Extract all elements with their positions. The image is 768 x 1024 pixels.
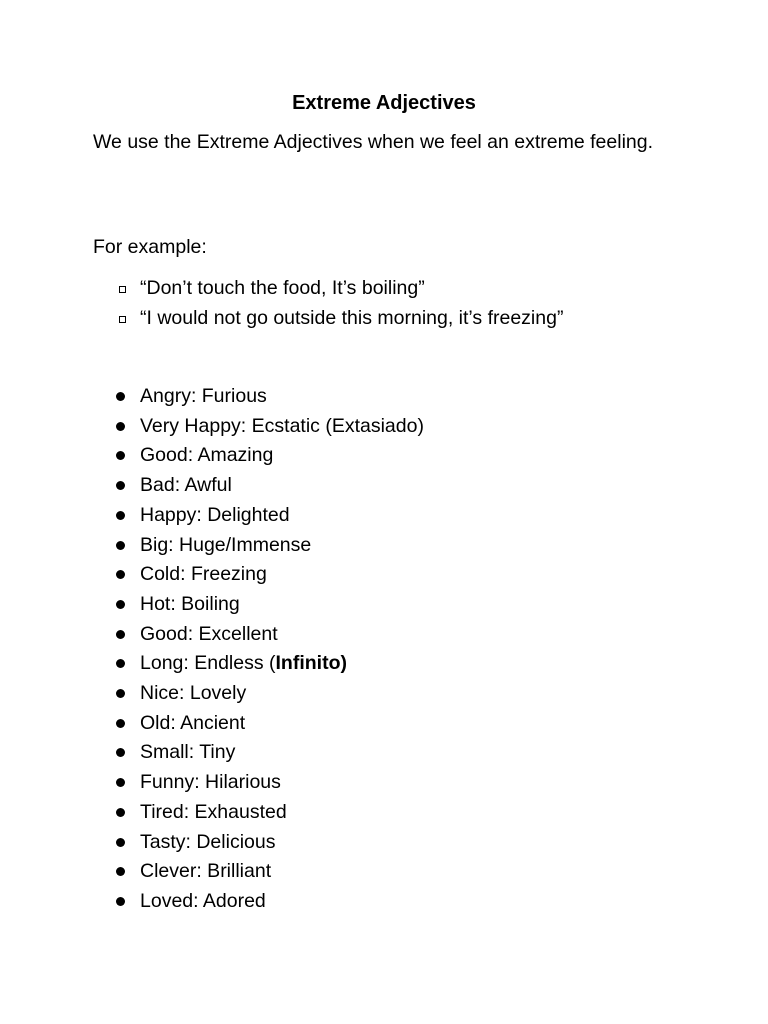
adjective-text: Happy: Delighted	[140, 503, 290, 526]
example-item	[119, 304, 563, 334]
adjective-text: Long: Endless (	[140, 652, 276, 675]
adjective-text: Big: Huge/Immense	[140, 533, 312, 556]
adjective-text: Old: Ancient	[140, 711, 246, 734]
bullet-icon	[116, 748, 125, 757]
bullet-icon	[116, 570, 125, 579]
bullet-icon	[116, 600, 125, 609]
adjective-text: Very Happy: Ecstatic (Extasiado)	[140, 414, 424, 437]
list-item	[116, 590, 424, 620]
list-item	[116, 471, 424, 501]
adjective-text: Clever: Brilliant	[140, 860, 272, 883]
bullet-icon	[116, 451, 125, 460]
list-item	[116, 649, 424, 679]
square-bullet-icon	[119, 286, 126, 293]
page-title: Extreme Adjectives	[292, 92, 476, 114]
bullet-icon	[116, 897, 125, 906]
adjective-text: Funny: Hilarious	[140, 771, 281, 794]
adjective-text: Angry: Furious	[140, 385, 267, 407]
bullet-icon	[116, 867, 125, 876]
bullet-icon	[116, 541, 125, 550]
bullet-icon	[116, 481, 125, 490]
example-list	[119, 274, 563, 333]
list-item	[116, 501, 424, 531]
adjective-text: Hot: Boiling	[140, 592, 240, 615]
adjective-text: Cold: Freezing	[140, 563, 267, 586]
bullet-icon	[116, 689, 125, 698]
list-item	[116, 620, 424, 650]
bullet-icon	[116, 719, 125, 728]
bullet-icon	[116, 659, 125, 668]
bullet-icon	[116, 511, 125, 520]
adjective-text: Small: Tiny	[140, 741, 236, 764]
adjective-text: Good: Amazing	[140, 444, 274, 467]
list-item	[116, 679, 424, 709]
list-item	[116, 709, 424, 739]
intro-paragraph: We use the Extreme Adjectives when we feel an extreme feeling.	[93, 131, 654, 153]
bullet-icon	[116, 392, 125, 401]
adjective-text: Nice: Lovely	[140, 682, 247, 705]
example-text: “Don’t touch the food, It’s boiling”	[140, 277, 425, 299]
list-item	[116, 560, 424, 590]
adjective-text: Tasty: Delicious	[140, 830, 276, 853]
adjective-bold-translation: Infinito)	[275, 652, 347, 675]
adjective-text: Bad: Awful	[140, 474, 232, 497]
example-text: “I would not go outside this morning, it’s freezing”	[140, 306, 564, 329]
bullet-icon	[116, 838, 125, 847]
list-item	[116, 828, 424, 858]
list-item	[116, 798, 424, 828]
bullet-icon	[116, 778, 125, 787]
list-item	[116, 382, 424, 412]
adjective-text: Good: Excellent	[140, 622, 278, 645]
list-item	[116, 441, 424, 471]
bullet-icon	[116, 422, 125, 431]
square-bullet-icon	[119, 316, 126, 323]
bullet-icon	[116, 630, 125, 639]
adjective-text: Loved: Adored	[140, 889, 266, 912]
list-item	[116, 887, 424, 917]
example-label: For example:	[93, 236, 207, 258]
list-item	[116, 857, 424, 887]
example-item	[119, 274, 563, 304]
list-item	[116, 768, 424, 798]
list-item	[116, 738, 424, 768]
adjective-text: Tired: Exhausted	[140, 800, 287, 823]
list-item	[116, 412, 424, 442]
adjective-list	[116, 382, 424, 917]
bullet-icon	[116, 808, 125, 817]
list-item	[116, 531, 424, 561]
